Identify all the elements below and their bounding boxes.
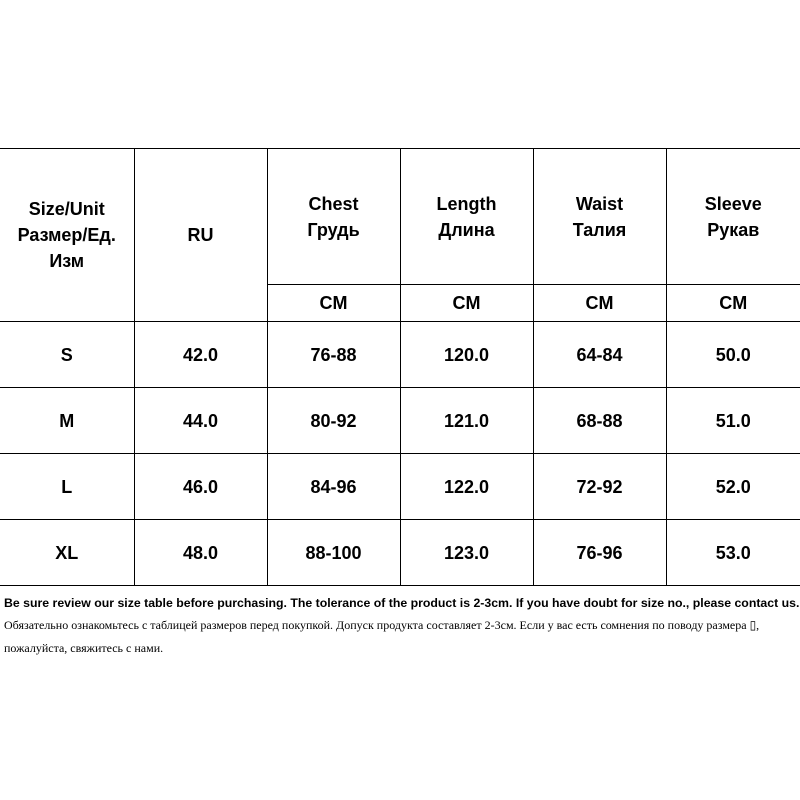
header-size-unit-ru: Размер/Ед. [17,225,116,245]
header-length-en: Length [436,193,497,214]
header-size-unit-ru-2: Изм [49,251,85,271]
cell-sleeve: 52.0 [666,454,800,520]
header-ru: RU [134,149,267,322]
header-sleeve-en: Sleeve [704,193,762,214]
unit-chest: CM [267,285,400,322]
note-english: Be sure review our size table before purchasing. The tolerance of the product is 2-3cm. If you have doubt for size no., please contact us. [4,596,800,610]
cell-size: M [0,388,134,454]
header-sleeve [666,149,800,285]
header-sleeve-ru: Рукав [707,219,760,240]
cell-length: 123.0 [400,520,533,586]
table-header-row [0,149,800,285]
cell-size: XL [0,520,134,586]
cell-size: L [0,454,134,520]
table-row [0,322,800,388]
unit-sleeve: CM [666,285,800,322]
header-chest-ru: Грудь [307,219,360,240]
cell-sleeve: 51.0 [666,388,800,454]
header-length-ru: Длина [438,219,495,240]
cell-chest: 88-100 [267,520,400,586]
cell-ru: 48.0 [134,520,267,586]
cell-size: S [0,322,134,388]
cell-waist: 64-84 [533,322,666,388]
cell-chest: 84-96 [267,454,400,520]
header-length [400,149,533,285]
cell-sleeve: 50.0 [666,322,800,388]
header-size-unit [0,149,134,322]
unit-waist: CM [533,285,666,322]
header-size-unit-en: Size/Unit [28,199,105,219]
cell-waist: 76-96 [533,520,666,586]
cell-waist: 68-88 [533,388,666,454]
header-waist-en: Waist [575,193,624,214]
header-chest-en: Chest [308,193,359,214]
cell-chest: 76-88 [267,322,400,388]
header-waist [533,149,666,285]
header-chest [267,149,400,285]
cell-ru: 44.0 [134,388,267,454]
header-waist-ru: Талия [572,219,627,240]
table-row [0,520,800,586]
size-notes [4,593,798,660]
cell-ru: 46.0 [134,454,267,520]
size-table [0,148,800,586]
cell-sleeve: 53.0 [666,520,800,586]
unit-length: CM [400,285,533,322]
note-russian: Обязательно ознакомьтесь с таблицей размеров перед покупкой. Допуск продукта составляет 2-3см. Если у вас есть сомнения по поводу размера ▯, пожалуйста, свяжитесь с нами. [4,618,760,655]
table-row [0,388,800,454]
cell-waist: 72-92 [533,454,666,520]
table-row [0,454,800,520]
cell-chest: 80-92 [267,388,400,454]
cell-ru: 42.0 [134,322,267,388]
cell-length: 121.0 [400,388,533,454]
cell-length: 122.0 [400,454,533,520]
cell-length: 120.0 [400,322,533,388]
